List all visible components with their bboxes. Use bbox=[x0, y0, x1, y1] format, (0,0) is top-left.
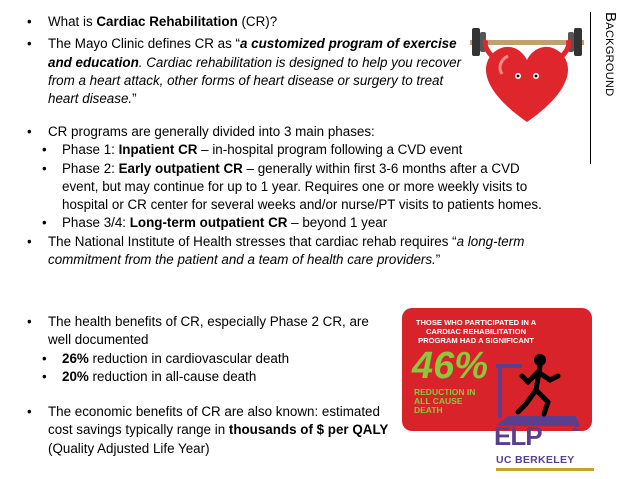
treadmill-runner-icon bbox=[488, 346, 588, 428]
elp2-ucberkeley-logo bbox=[486, 418, 596, 478]
content-phases bbox=[22, 123, 562, 269]
infographic-heading: THOSE WHO PARTICIPATED IN A CARDIAC REHABILITATION PROGRAM HAD A SIGNIFICANT bbox=[415, 318, 537, 345]
logo-underline bbox=[496, 468, 594, 471]
content-health-benefits bbox=[22, 313, 392, 386]
title-divider bbox=[590, 12, 591, 164]
bullet-mayo-definition: • The Mayo Clinic defines CR as “a customized program of exercise and education. Cardiac rehabilitation is designed to help you recover from a heart attack, other forms of heart disease or surgery to treat heart disease.” bbox=[22, 35, 462, 108]
bullet-health-benefits: • The health benefits of CR, especially Phase 2 CR, are well documented bbox=[22, 313, 392, 350]
slide-title: Background bbox=[602, 12, 619, 97]
bullet-economic-benefits: • The economic benefits of CR are also known: estimated cost savings typically range in thousands of $ per QALY (Quality Adjusted Life Year) bbox=[22, 403, 402, 458]
content-economic-benefits bbox=[22, 403, 402, 458]
stat-cardiovascular-death: • 26% reduction in cardiovascular death bbox=[22, 350, 392, 368]
phase-1-item: • Phase 1: Inpatient CR – in-hospital program following a CVD event bbox=[22, 141, 562, 159]
logo-elp-text: ELP bbox=[494, 421, 542, 451]
logo-org-text: UC BERKELEY bbox=[496, 454, 575, 466]
infographic-percent: 46% bbox=[412, 345, 489, 387]
heart-dumbbell-icon bbox=[468, 10, 586, 128]
infographic-caption: REDUCTION IN ALL CAUSE DEATH bbox=[414, 387, 476, 415]
content-top bbox=[22, 13, 462, 108]
phase-3-4-item: • Phase 3/4: Long-term outpatient CR – beyond 1 year bbox=[22, 214, 562, 232]
cardiac-rehab-infographic bbox=[402, 308, 592, 431]
logo-superscript: 2 bbox=[572, 418, 580, 434]
bullet-nih: • The National Institute of Health stresses that cardiac rehab requires “a long-term commitment from the patient and a team of health care providers.” bbox=[22, 233, 562, 270]
phase-2-item: • Phase 2: Early outpatient CR – generally within first 3-6 months after a CVD event, but may continue for up to 1 year. Requires one or more weekly visits to hospital or CR center for several weeks and/or nurse/PT visits to patients homes. bbox=[22, 160, 562, 215]
bullet-what-is-cr: • What is Cardiac Rehabilitation (CR)? bbox=[22, 13, 462, 31]
stat-all-cause-death: • 20% reduction in all-cause death bbox=[22, 368, 392, 386]
bullet-phases-intro: • CR programs are generally divided into 3 main phases: bbox=[22, 123, 562, 141]
